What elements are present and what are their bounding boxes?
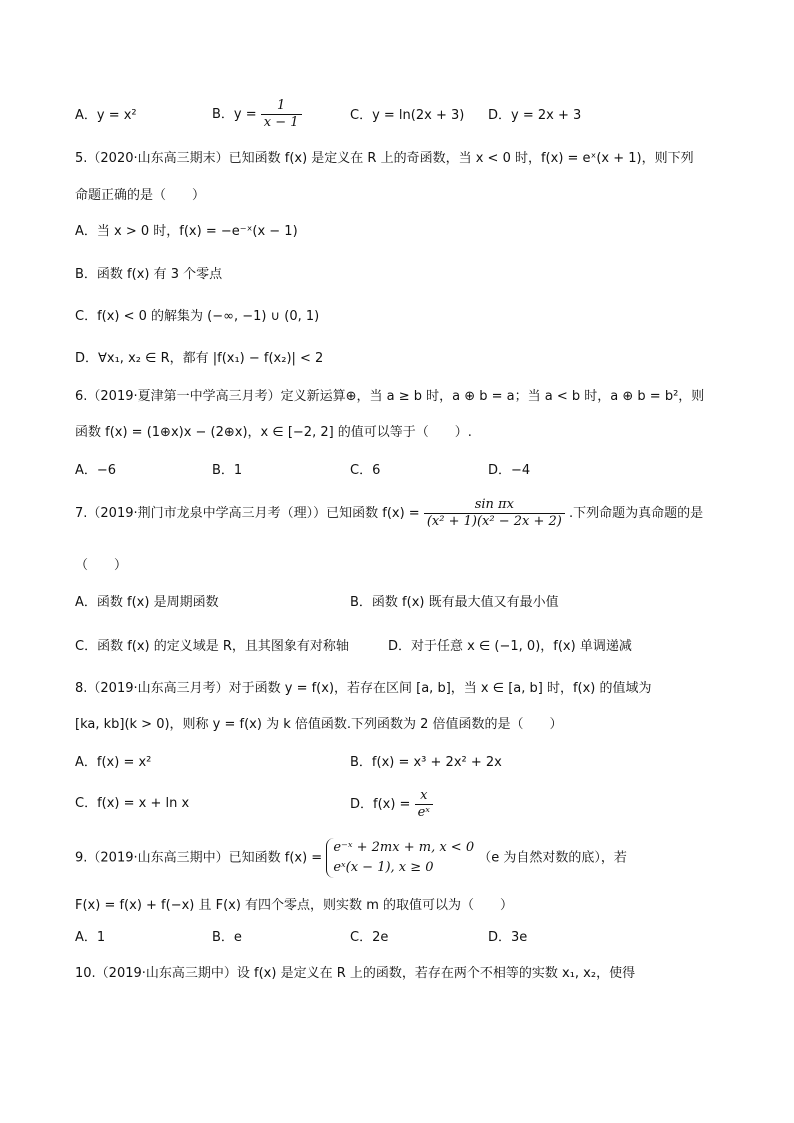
q7-option-d: D．对于任意 x ∈ (−1, 0)，f(x) 单调递减 [388, 639, 632, 654]
q8-option-d-prefix: D．f(x) = [350, 797, 415, 812]
q7-stem-line2: （ ） [75, 558, 128, 573]
q6-option-b: B．1 [212, 463, 243, 478]
q9-option-a: A．1 [75, 930, 106, 945]
q8-option-d [350, 788, 433, 821]
q6-option-d: D．−4 [488, 463, 531, 478]
q4-option-d: D．y = 2x + 3 [488, 108, 582, 123]
q7-option-c: C．函数 f(x) 的定义域是 R，且其图象有对称轴 [75, 639, 349, 654]
q9-piecewise-case1: e⁻ˣ + 2mx + m, x < 0 [333, 840, 475, 855]
q7-option-b: B．函数 f(x) 既有最大值又有最小值 [350, 595, 559, 610]
q7-stem-prefix: 7.（2019·荆门市龙泉中学高三月考（理））已知函数 f(x) = [75, 506, 424, 521]
q8-option-c: C．f(x) = x + ln x [75, 796, 190, 811]
q8-option-d-numerator: x [415, 788, 433, 805]
q5-stem-line1: 5.（2020·山东高三期末）已知函数 f(x) 是定义在 R 上的奇函数，当 x < 0 时，f(x) = eˣ(x + 1)，则下列 [75, 151, 694, 166]
q6-option-c: C．6 [350, 463, 381, 478]
q9-stem-suffix: （e 为自然对数的底），若 [478, 850, 627, 866]
q8-option-a: A．f(x) = x² [75, 755, 152, 770]
q4-option-b-fraction [261, 98, 302, 131]
q4-option-c: C．y = ln(2x + 3) [350, 108, 465, 123]
q7-fraction-denominator: (x² + 1)(x² − 2x + 2) [426, 514, 562, 529]
q6-stem-line2: 函数 f(x) = (1⊕x)x − (2⊕x)，x ∈ [−2, 2] 的值可以等于（ ）. [75, 425, 472, 440]
q9-stem-line2: F(x) = f(x) + f(−x) 且 F(x) 有四个零点，则实数 m 的取值可以为（ ） [75, 898, 513, 913]
q9-piecewise-case2: eˣ(x − 1), x ≥ 0 [333, 860, 434, 875]
q5-option-d: D．∀x₁, x₂ ∈ R，都有 |f(x₁) − f(x₂)| < 2 [75, 351, 324, 366]
q6-stem-line1: 6.（2019·夏津第一中学高三月考）定义新运算⊕，当 a ≥ b 时，a ⊕ b = a；当 a < b 时，a ⊕ b = b²，则 [75, 389, 705, 404]
q5-option-a: A．当 x > 0 时，f(x) = −e⁻ˣ(x − 1) [75, 224, 298, 239]
q9-piecewise-function [326, 838, 474, 878]
q8-option-d-denominator: eˣ [417, 805, 430, 820]
q7-option-a: A．函数 f(x) 是周期函数 [75, 595, 219, 610]
q4-option-b-prefix: B．y = [212, 107, 261, 122]
q8-option-b: B．f(x) = x³ + 2x² + 2x [350, 755, 502, 770]
q8-stem-line1: 8.（2019·山东高三月考）对于函数 y = f(x)，若存在区间 [a, b]，当 x ∈ [a, b] 时，f(x) 的值域为 [75, 681, 652, 696]
q4-option-b-numerator: 1 [261, 98, 302, 115]
q9-stem-prefix: 9.（2019·山东高三期中）已知函数 f(x) = [75, 850, 327, 866]
q9-stem-line1 [75, 838, 627, 878]
q6-option-a: A．−6 [75, 463, 117, 478]
q10-stem-line1: 10.（2019·山东高三期中）设 f(x) 是定义在 R 上的函数，若存在两个不相等的实数 x₁, x₂，使得 [75, 966, 636, 981]
q9-option-d: D．3e [488, 930, 528, 945]
q7-stem-line1 [75, 497, 703, 530]
q9-option-b: B．e [212, 930, 242, 945]
q7-stem-suffix: .下列命题为真命题的是 [568, 506, 704, 521]
q8-option-d-fraction [415, 788, 433, 821]
q4-option-b-denominator: x − 1 [263, 115, 299, 130]
q7-fraction-numerator: sin πx [424, 497, 565, 514]
q7-function-fraction [424, 497, 565, 530]
q5-option-c: C．f(x) < 0 的解集为 (−∞, −1) ∪ (0, 1) [75, 309, 320, 324]
q4-option-b [212, 98, 302, 131]
q9-option-c: C．2e [350, 930, 389, 945]
q5-stem-line2: 命题正确的是（ ） [75, 188, 206, 203]
q5-option-b: B．函数 f(x) 有 3 个零点 [75, 267, 223, 282]
q4-option-a: A．y = x² [75, 108, 137, 123]
q8-stem-line2: [ka, kb](k > 0)，则称 y = f(x) 为 k 倍值函数.下列函数为 2 倍值函数的是（ ） [75, 717, 563, 732]
